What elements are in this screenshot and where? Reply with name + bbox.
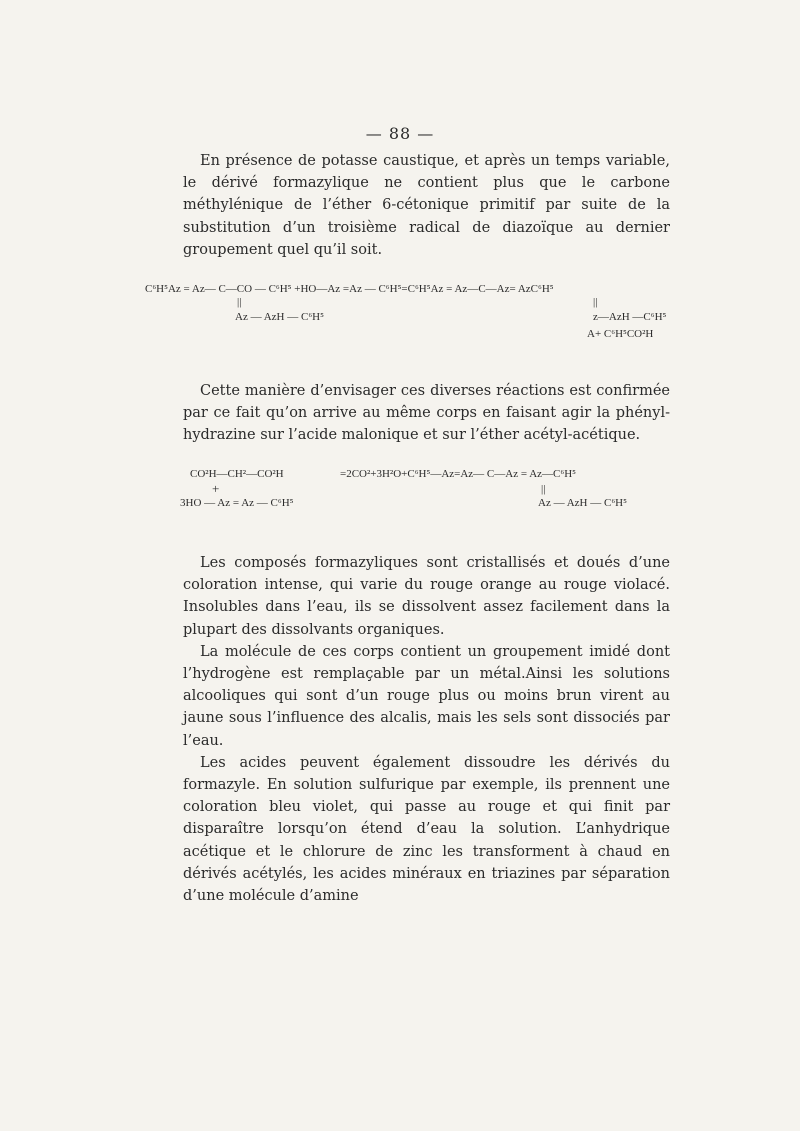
formula-1-line-3-right: A+ C⁶H⁵CO²H <box>587 328 654 340</box>
formula-1-line-2-right: z—AzH —C⁶H⁵ <box>593 311 667 323</box>
formula-2-line-1-right: =2CO²+3H²O+C⁶H⁵—Az=Az— C—Az = Az—C⁶H⁵ <box>340 468 576 480</box>
page-number: — 88 — <box>365 124 435 143</box>
paragraph-3: Les composés formazyliques sont cristallisés et doués d’une coloration intense, qui varie du rouge orange au rouge violacé. Insolubles dans l’eau, ils se dissolvent assez facilement dans la plupart des dissolvants organiques. <box>183 555 670 638</box>
text-block-3 <box>183 552 670 907</box>
formula-2-plus: + <box>212 481 220 496</box>
paragraph-1: En présence de potasse caustique, et après un temps variable, le dérivé formazylique ne contient plus que le carbone méthylénique de l’éther 6-cétonique primitif par suite de la substitution d’un troisième radical de diazoïque au dernier groupement quel qu’il soit. <box>183 153 670 258</box>
formula-2-line-1-left: CO²H—CH²—CO²H <box>190 468 284 480</box>
formula-1-bond-left: || <box>237 296 242 308</box>
formula-1-line-1: C⁶H⁵Az = Az— C—CO — C⁶H⁵ +HO—Az =Az — C⁶H⁵=C⁶H⁵Az = Az—C—Az= AzC⁶H⁵ <box>145 283 554 295</box>
text-block-1 <box>183 150 670 261</box>
formula-2-bond: || <box>541 483 546 495</box>
formula-1-line-2-left: Az — AzH — C⁶H⁵ <box>235 311 324 323</box>
formula-1-bond-right: || <box>593 296 598 308</box>
paragraph-2: Cette manière d’envisager ces diverses réactions est confirmée par ce fait qu’on arrive au même corps en faisant agir la phényl-hydrazine sur l’acide malonique et sur l’éther acétyl-acétique. <box>183 383 670 444</box>
formula-2-line-3-left: 3HO — Az = Az — C⁶H⁵ <box>180 497 294 509</box>
text-block-2 <box>183 380 670 447</box>
paragraph-5: Les acides peuvent également dissoudre les dérivés du formazyle. En solution sulfurique par exemple, ils prennent une coloration bleu violet, qui passe au rouge et qui finit par disparaître lorsqu’on étend d’eau la solution. L’anhydrique acétique et le chlorure de zinc les transforment à chaud en dérivés acétylés, les acides minéraux en triazines par séparation d’une molécule d’amine <box>183 754 670 905</box>
paragraph-4: La molécule de ces corps contient un groupement imidé dont l’hydrogène est remplaçable par un métal.Ainsi les solutions alcooliques qui sont d’un rouge plus ou moins brun virent au jaune sous l’influence des alcalis, mais les sels sont dissociés par l’eau. <box>183 643 670 749</box>
formula-2-line-3-right: Az — AzH — C⁶H⁵ <box>538 497 627 509</box>
